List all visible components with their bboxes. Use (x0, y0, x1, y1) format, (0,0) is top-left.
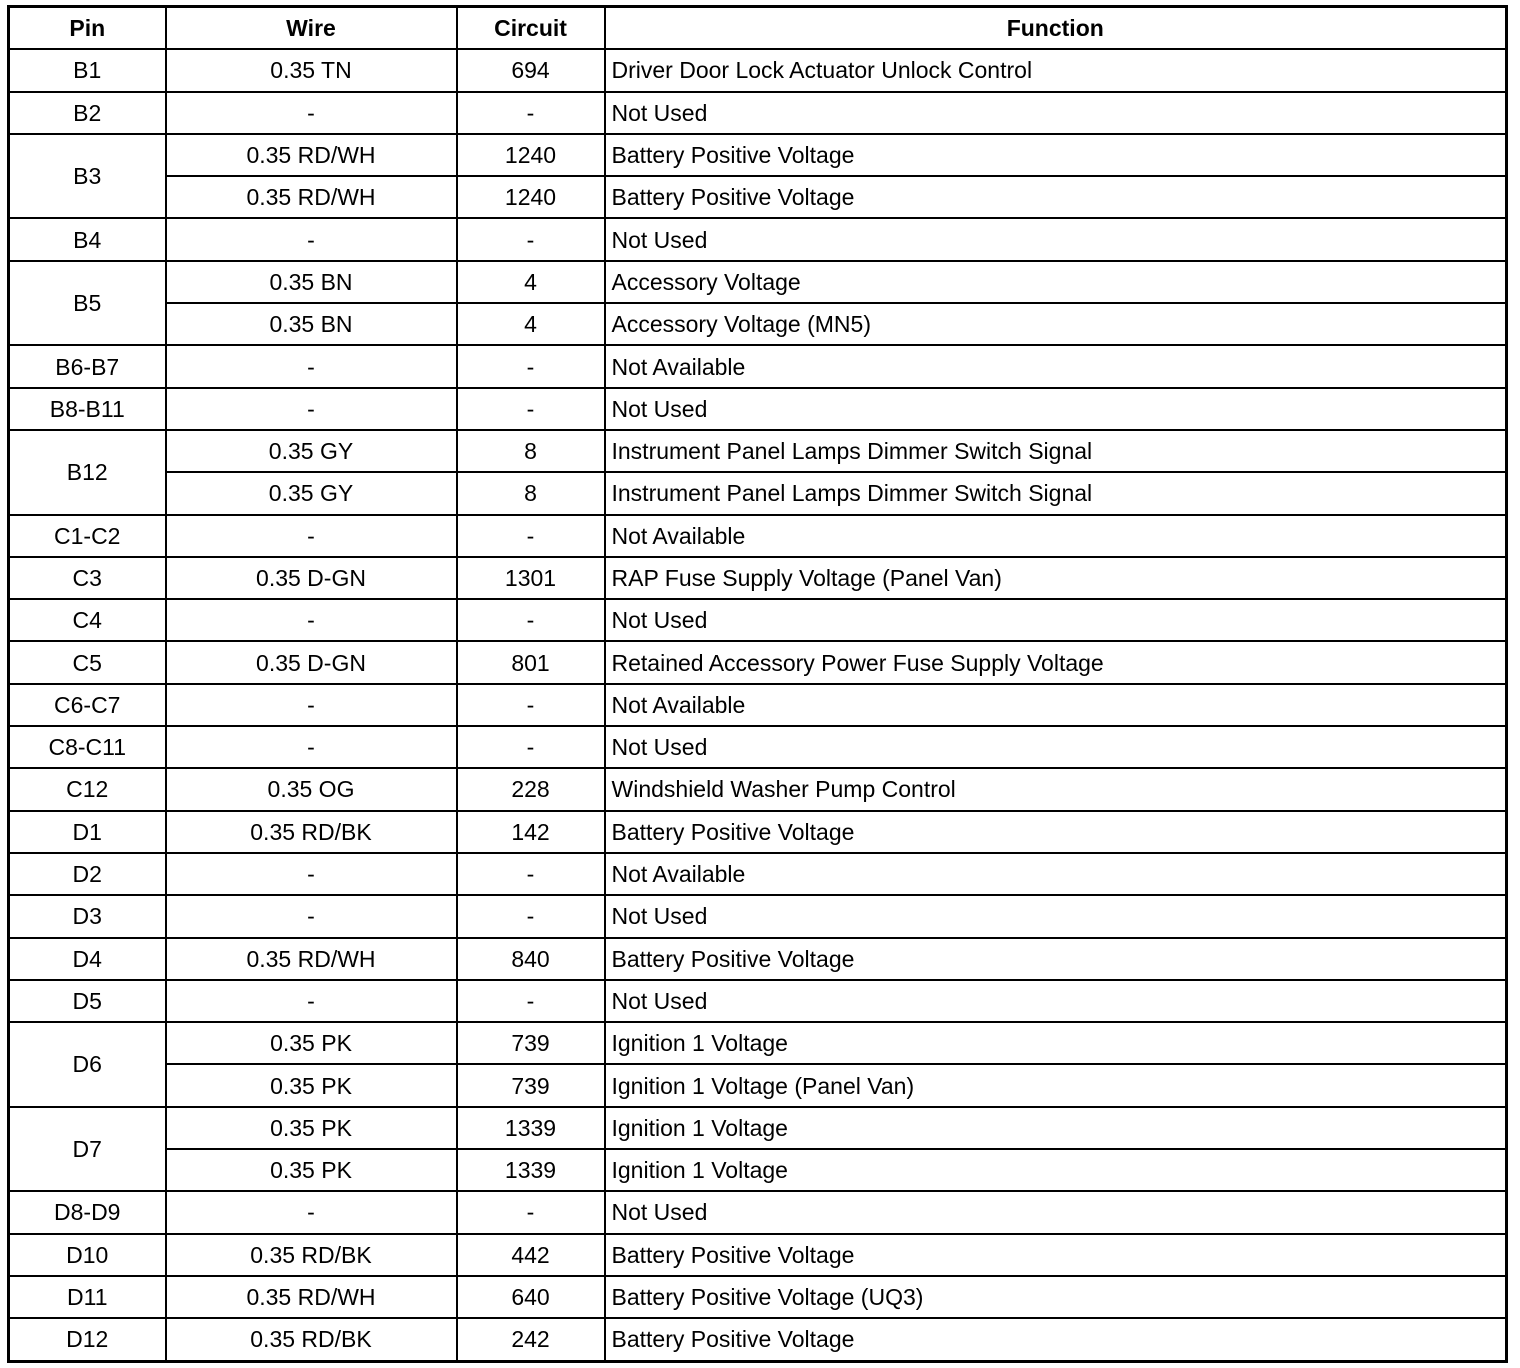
circuit-cell: - (457, 895, 605, 937)
circuit-cell: - (457, 515, 605, 557)
wire-cell: - (166, 388, 457, 430)
pin-cell: D7 (9, 1107, 166, 1192)
table-row (9, 345, 1507, 387)
pin-cell: D11 (9, 1276, 166, 1318)
function-cell: Not Used (605, 726, 1507, 768)
wire-cell: 0.35 RD/BK (166, 1318, 457, 1361)
function-cell: Battery Positive Voltage (605, 134, 1507, 176)
header-wire: Wire (166, 7, 457, 50)
wire-cell: - (166, 515, 457, 557)
table-row (9, 92, 1507, 134)
pin-cell: D3 (9, 895, 166, 937)
circuit-cell: - (457, 980, 605, 1022)
function-cell: Not Used (605, 895, 1507, 937)
table-body (9, 49, 1507, 1361)
pin-cell: D6 (9, 1022, 166, 1107)
function-cell: Accessory Voltage (MN5) (605, 303, 1507, 345)
pin-cell: D2 (9, 853, 166, 895)
function-cell: Instrument Panel Lamps Dimmer Switch Signal (605, 472, 1507, 514)
pin-cell: D12 (9, 1318, 166, 1361)
pin-cell: D10 (9, 1234, 166, 1276)
wire-cell: 0.35 RD/WH (166, 1276, 457, 1318)
wire-cell: - (166, 218, 457, 260)
circuit-cell: 1339 (457, 1107, 605, 1149)
table-row (9, 1276, 1507, 1318)
table-row (9, 49, 1507, 91)
header-pin: Pin (9, 7, 166, 50)
pin-cell: B2 (9, 92, 166, 134)
function-cell: Ignition 1 Voltage (605, 1149, 1507, 1191)
wire-cell: - (166, 895, 457, 937)
circuit-cell: 739 (457, 1022, 605, 1064)
pin-cell: B4 (9, 218, 166, 260)
circuit-cell: - (457, 1191, 605, 1233)
function-cell: RAP Fuse Supply Voltage (Panel Van) (605, 557, 1507, 599)
wire-cell: - (166, 345, 457, 387)
function-cell: Instrument Panel Lamps Dimmer Switch Signal (605, 430, 1507, 472)
wire-cell: 0.35 RD/WH (166, 938, 457, 980)
circuit-cell: 142 (457, 811, 605, 853)
table-row (9, 726, 1507, 768)
circuit-cell: - (457, 345, 605, 387)
wire-cell: - (166, 684, 457, 726)
table-row (9, 515, 1507, 557)
table-row (9, 557, 1507, 599)
wire-cell: 0.35 PK (166, 1149, 457, 1191)
pin-cell: C5 (9, 641, 166, 683)
pin-cell: C4 (9, 599, 166, 641)
wire-cell: 0.35 OG (166, 768, 457, 810)
function-cell: Battery Positive Voltage (605, 176, 1507, 218)
header-function: Function (605, 7, 1507, 50)
pin-cell: C12 (9, 768, 166, 810)
function-cell: Retained Accessory Power Fuse Supply Voltage (605, 641, 1507, 683)
circuit-cell: 442 (457, 1234, 605, 1276)
table-row (9, 1318, 1507, 1361)
table-row (9, 641, 1507, 683)
wire-cell: 0.35 PK (166, 1107, 457, 1149)
table-row (9, 134, 1507, 176)
function-cell: Not Used (605, 92, 1507, 134)
circuit-cell: 739 (457, 1064, 605, 1106)
function-cell: Not Used (605, 980, 1507, 1022)
wire-cell: 0.35 D-GN (166, 557, 457, 599)
table-row (9, 261, 1507, 303)
table-row (9, 1064, 1507, 1106)
table-row (9, 1191, 1507, 1233)
function-cell: Not Available (605, 684, 1507, 726)
function-cell: Ignition 1 Voltage (605, 1107, 1507, 1149)
wire-cell: 0.35 RD/WH (166, 176, 457, 218)
function-cell: Not Used (605, 218, 1507, 260)
circuit-cell: 4 (457, 261, 605, 303)
table-row (9, 218, 1507, 260)
wire-cell: 0.35 RD/WH (166, 134, 457, 176)
table-row (9, 1022, 1507, 1064)
wire-cell: 0.35 BN (166, 261, 457, 303)
function-cell: Battery Positive Voltage (UQ3) (605, 1276, 1507, 1318)
table-row (9, 599, 1507, 641)
circuit-cell: 1240 (457, 176, 605, 218)
pin-cell: B12 (9, 430, 166, 515)
circuit-cell: - (457, 599, 605, 641)
wire-cell: 0.35 PK (166, 1064, 457, 1106)
table-row (9, 853, 1507, 895)
pin-cell: B1 (9, 49, 166, 91)
table-row (9, 1149, 1507, 1191)
pin-cell: C1-C2 (9, 515, 166, 557)
circuit-cell: 840 (457, 938, 605, 980)
function-cell: Not Available (605, 515, 1507, 557)
pin-cell: C3 (9, 557, 166, 599)
table-header (9, 7, 1507, 50)
header-row (9, 7, 1507, 50)
wire-cell: 0.35 D-GN (166, 641, 457, 683)
circuit-cell: - (457, 218, 605, 260)
function-cell: Ignition 1 Voltage (605, 1022, 1507, 1064)
function-cell: Windshield Washer Pump Control (605, 768, 1507, 810)
circuit-cell: 1240 (457, 134, 605, 176)
function-cell: Driver Door Lock Actuator Unlock Control (605, 49, 1507, 91)
pin-cell: B5 (9, 261, 166, 346)
wire-cell: - (166, 853, 457, 895)
table-row (9, 811, 1507, 853)
pin-cell: D5 (9, 980, 166, 1022)
circuit-cell: 228 (457, 768, 605, 810)
circuit-cell: - (457, 853, 605, 895)
circuit-cell: 1339 (457, 1149, 605, 1191)
pin-cell: B3 (9, 134, 166, 219)
wire-cell: - (166, 980, 457, 1022)
circuit-cell: 640 (457, 1276, 605, 1318)
wire-cell: 0.35 RD/BK (166, 811, 457, 853)
table-row (9, 303, 1507, 345)
wire-cell: 0.35 RD/BK (166, 1234, 457, 1276)
header-circuit: Circuit (457, 7, 605, 50)
circuit-cell: 8 (457, 472, 605, 514)
pin-cell: C6-C7 (9, 684, 166, 726)
function-cell: Not Available (605, 345, 1507, 387)
table-row (9, 176, 1507, 218)
circuit-cell: 242 (457, 1318, 605, 1361)
function-cell: Battery Positive Voltage (605, 1318, 1507, 1361)
circuit-cell: - (457, 92, 605, 134)
table-row (9, 768, 1507, 810)
function-cell: Battery Positive Voltage (605, 938, 1507, 980)
table-row (9, 388, 1507, 430)
wire-cell: 0.35 PK (166, 1022, 457, 1064)
wire-cell: - (166, 92, 457, 134)
table-row (9, 1107, 1507, 1149)
table-row (9, 684, 1507, 726)
circuit-cell: - (457, 726, 605, 768)
function-cell: Ignition 1 Voltage (Panel Van) (605, 1064, 1507, 1106)
circuit-cell: 801 (457, 641, 605, 683)
circuit-cell: 8 (457, 430, 605, 472)
pin-cell: D8-D9 (9, 1191, 166, 1233)
table-row (9, 938, 1507, 980)
circuit-cell: 4 (457, 303, 605, 345)
circuit-cell: - (457, 684, 605, 726)
table-row (9, 980, 1507, 1022)
table-row (9, 1234, 1507, 1276)
table-row (9, 895, 1507, 937)
pin-cell: B8-B11 (9, 388, 166, 430)
connector-pinout-table (7, 5, 1508, 1363)
wire-cell: 0.35 GY (166, 430, 457, 472)
circuit-cell: 1301 (457, 557, 605, 599)
table-row (9, 472, 1507, 514)
function-cell: Battery Positive Voltage (605, 1234, 1507, 1276)
circuit-cell: 694 (457, 49, 605, 91)
circuit-cell: - (457, 388, 605, 430)
wire-cell: - (166, 1191, 457, 1233)
wire-cell: - (166, 599, 457, 641)
function-cell: Not Used (605, 599, 1507, 641)
function-cell: Accessory Voltage (605, 261, 1507, 303)
table-row (9, 430, 1507, 472)
function-cell: Not Used (605, 388, 1507, 430)
pin-cell: C8-C11 (9, 726, 166, 768)
function-cell: Battery Positive Voltage (605, 811, 1507, 853)
function-cell: Not Available (605, 853, 1507, 895)
wire-cell: 0.35 BN (166, 303, 457, 345)
wire-cell: 0.35 TN (166, 49, 457, 91)
function-cell: Not Used (605, 1191, 1507, 1233)
pin-cell: D1 (9, 811, 166, 853)
pin-cell: D4 (9, 938, 166, 980)
wire-cell: 0.35 GY (166, 472, 457, 514)
pin-cell: B6-B7 (9, 345, 166, 387)
wire-cell: - (166, 726, 457, 768)
